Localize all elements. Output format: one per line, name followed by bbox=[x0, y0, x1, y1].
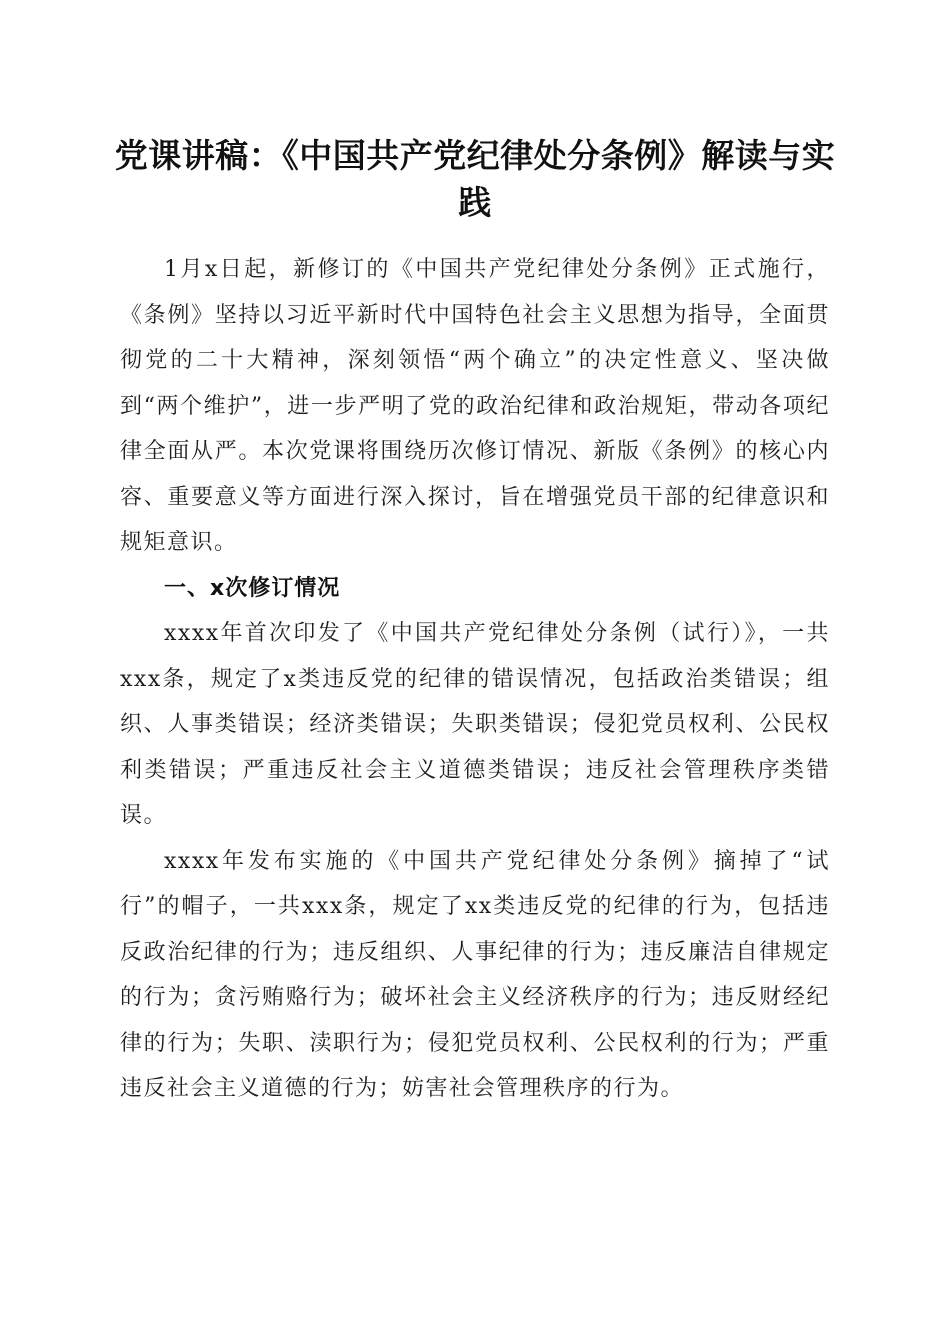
document-body bbox=[120, 247, 830, 1112]
revision-paragraph-second: xxxx年发布实施的《中国共产党纪律处分条例》摘掉了“试行”的帽子，一共xxx条，规定了xx类违反党的纪律的行为，包括违反政治纪律的行为；违反组织、人事纪律的行为；违反廉洁自律规定的行为；贪污贿赂行为；破坏社会主义经济秩序的行为；违反财经纪律的行为；失职、渎职行为；侵犯党员权利、公民权利的行为；严重违反社会主义道德的行为；妨害社会管理秩序的行为。 bbox=[120, 848, 830, 1101]
document-title: 党课讲稿：《中国共产党纪律处分条例》解读与实践 bbox=[114, 136, 836, 222]
revision-paragraph-first: xxxx年首次印发了《中国共产党纪律处分条例（试行）》，一共xxx条，规定了x类违反党的纪律的错误情况，包括政治类错误；组织、人事类错误；经济类错误；失职类错误；侵犯党员权利、公民权利类错误；严重违反社会主义道德类错误；违反社会管理秩序类错误。 bbox=[120, 621, 830, 828]
section-heading: 一、x次修订情况 bbox=[164, 575, 341, 601]
intro-paragraph: 1月x日起，新修订的《中国共产党纪律处分条例》正式施行，《条例》坚持以习近平新时代中国特色社会主义思想为指导，全面贯彻党的二十大精神，深刻领悟“两个确立”的决定性意义、坚决做到“两个维护”，进一步严明了党的政治纪律和政治规矩，带动各项纪律全面从严。本次党课将围绕历次修订情况、新版《条例》的核心内容、重要意义等方面进行深入探讨，旨在增强党员干部的纪律意识和规矩意识。 bbox=[120, 257, 830, 555]
